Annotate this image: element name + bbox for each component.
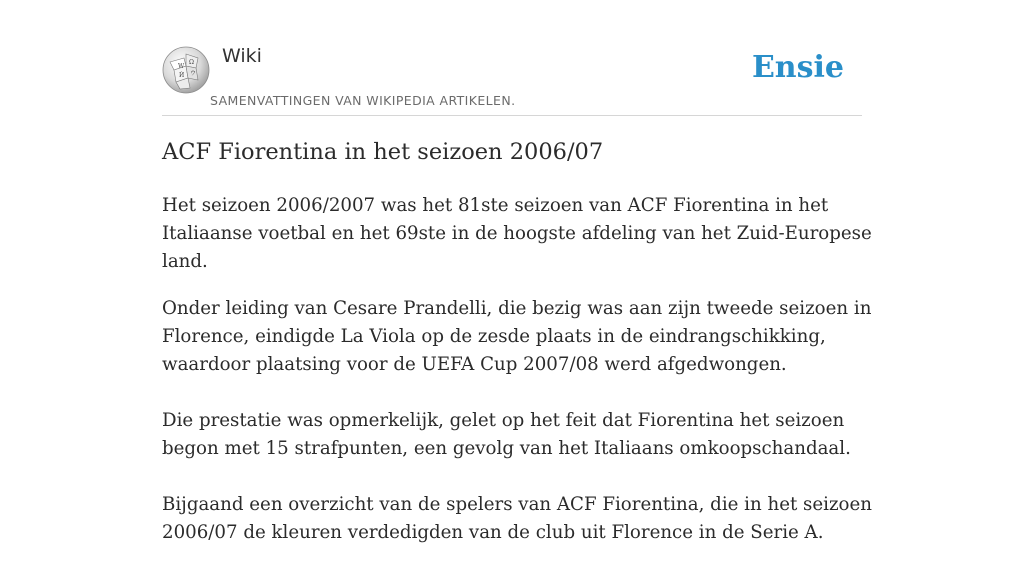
- wikipedia-globe-icon[interactable]: [162, 46, 210, 94]
- site-name[interactable]: Wiki: [222, 45, 262, 67]
- svg-text:Ω: Ω: [189, 59, 194, 66]
- site-header: [162, 40, 862, 116]
- article-paragraph: Het seizoen 2006/2007 was het 81ste seizoen van ACF Fiorentina in het Italiaanse voetbal en het 69ste in de hoogste afdeling van het Zuid-Europese land.: [162, 195, 872, 272]
- article-paragraph: Die prestatie was opmerkelijk, gelet op het feit dat Fiorentina het seizoen begon met 15 strafpunten, een gevolg van het Italiaans omkoopschandaal.: [162, 410, 851, 459]
- brand-logo[interactable]: Ensie: [751, 50, 844, 85]
- article-paragraph: Onder leiding van Cesare Prandelli, die bezig was aan zijn tweede seizoen in Florence, eindigde La Viola op de zesde plaats in de eindrangschikking, waardoor plaatsing voor de UEFA Cup 2007/08 werd afgedwongen.: [162, 298, 872, 375]
- article-title: ACF Fiorentina in het seizoen 2006/07: [162, 139, 604, 165]
- article-paragraph: Bijgaand een overzicht van de spelers van ACF Fiorentina, die in het seizoen 2006/07 de kleuren verdedigden van de club uit Florence in de Serie A.: [162, 494, 872, 543]
- svg-text:ウ: ウ: [190, 70, 197, 77]
- site-tagline: SAMENVATTINGEN VAN WIKIPEDIA ARTIKELEN.: [210, 93, 516, 108]
- svg-text:W: W: [178, 63, 185, 70]
- article-body: [162, 192, 872, 575]
- svg-text:Ѝ: Ѝ: [179, 72, 185, 79]
